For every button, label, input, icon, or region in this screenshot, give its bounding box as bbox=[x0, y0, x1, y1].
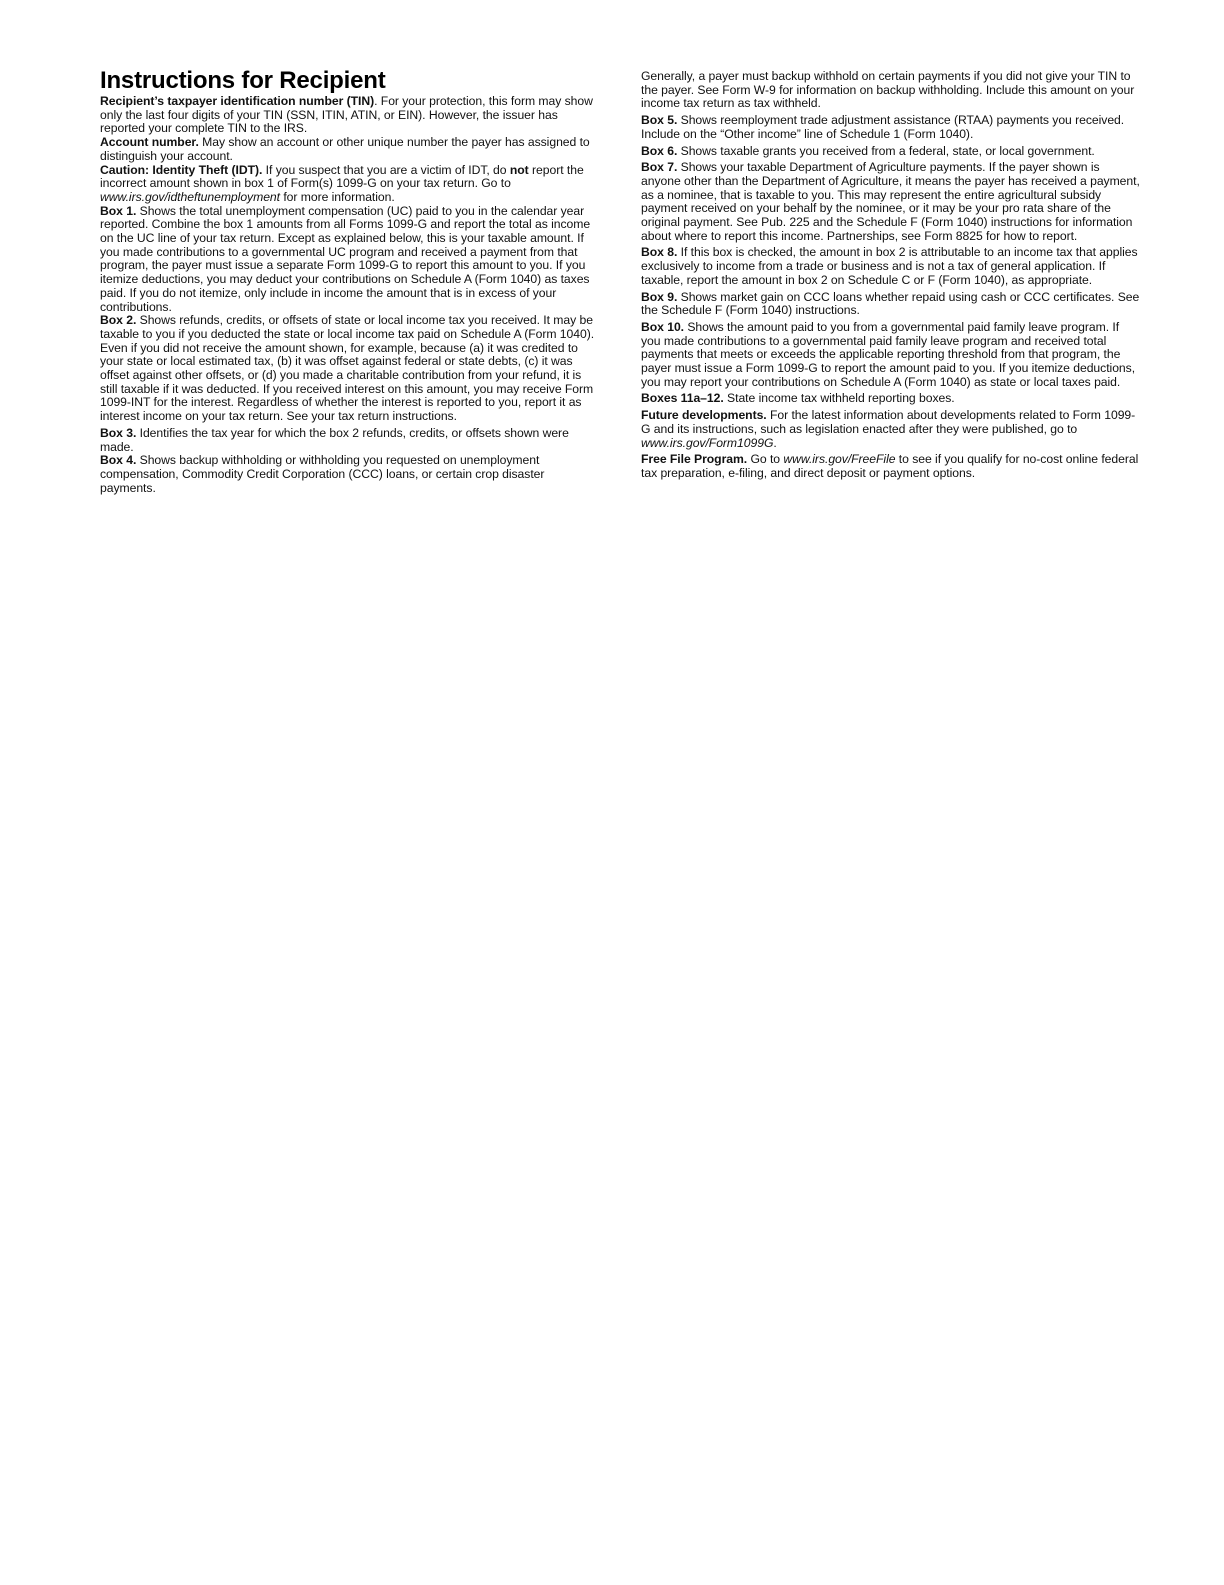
free-file-label: Free File Program. bbox=[641, 452, 748, 467]
account-paragraph bbox=[100, 136, 600, 163]
tin-text: . For your protection, this form may show only the last four digits of your TIN (SSN, ITIN, ATIN, or EIN). However, the issuer has reported your complete TIN to the IRS. bbox=[100, 94, 593, 136]
box2-text: Shows refunds, credits, or offsets of state or local income tax you received. It may be taxable to you if you deducted the state or local income tax paid on Schedule A (Form 1040). Even if you did not receive the amount shown, for example, because (a) it was credited to your state or local estimated tax, (b) it was offset against federal or state debts, (c) it was offset against other offsets, or (d) you made a charitable contribution from your refund, it is still taxable if it was deducted. If you received interest on this amount, you may receive Form 1099-INT for the interest. Regardless of whether the interest is reported to you, report it as interest income on your tax return. See your tax return instructions. bbox=[100, 313, 595, 424]
caution-text-1: If you suspect that you are a victim of IDT, do bbox=[262, 162, 510, 177]
idtheft-link: www.irs.gov/idtheftunemployment bbox=[100, 189, 280, 204]
box2-label: Box 2. bbox=[100, 313, 137, 328]
box4-text: Shows backup withholding or withholding you requested on unemployment compensation, Commodity Credit Corporation (CCC) loans, or certain crop disaster payments. bbox=[100, 453, 545, 495]
caution-label: Caution: Identity Theft (IDT). bbox=[100, 162, 263, 177]
tin-paragraph bbox=[100, 95, 600, 136]
account-text: May show an account or other unique number the payer has assigned to distinguish your account. bbox=[100, 135, 590, 163]
box4-label: Box 4. bbox=[100, 453, 137, 468]
future-developments-paragraph bbox=[641, 409, 1141, 450]
form1099g-link: www.irs.gov/Form1099G bbox=[641, 435, 774, 450]
caution-not: not bbox=[509, 162, 529, 177]
caution-text-2: report the incorrect amount shown in box 1 of Form(s) 1099-G on your tax return. Go to bbox=[100, 162, 584, 191]
boxes-11-12-label: Boxes 11a–12. bbox=[641, 391, 724, 406]
boxes-11-12-paragraph bbox=[641, 392, 1141, 406]
box6-label: Box 6. bbox=[641, 143, 678, 158]
box8-label: Box 8. bbox=[641, 245, 678, 260]
future-text-1: For the latest information about developments related to Form 1099-G and its instructions, such as legislation enacted after they were published, go to bbox=[641, 408, 1136, 436]
free-file-text-1: Go to bbox=[747, 452, 784, 467]
free-file-paragraph bbox=[641, 453, 1141, 480]
box1-label: Box 1. bbox=[100, 203, 137, 218]
box4-paragraph bbox=[100, 454, 600, 495]
box10-label: Box 10. bbox=[641, 319, 685, 334]
box3-paragraph bbox=[100, 427, 600, 454]
account-label: Account number. bbox=[100, 135, 199, 150]
box8-paragraph bbox=[641, 246, 1141, 287]
left-column bbox=[100, 68, 600, 495]
box6-paragraph bbox=[641, 145, 1141, 159]
page-title: Instructions for Recipient bbox=[100, 67, 386, 94]
box1-paragraph bbox=[100, 205, 600, 315]
box5-paragraph bbox=[641, 114, 1141, 141]
caution-text-3: for more information. bbox=[280, 189, 395, 204]
box3-label: Box 3. bbox=[100, 425, 137, 440]
box9-paragraph bbox=[641, 291, 1141, 318]
box1-text: Shows the total unemployment compensation (UC) paid to you in the calendar year reported. Combine the box 1 amounts from all Forms 1099-G and report the total as income on the UC line of your tax return. Except as explained below, this is your taxable amount. If you made contributions to a governmental UC program and received a payment from that program, the payer must issue a separate Form 1099-G to report this amount to you. If you itemize deductions, you may deduct your contributions on Schedule A (Form 1040) as taxes paid. If you do not itemize, only include in income the amount that is in excess of your contributions. bbox=[100, 203, 591, 314]
free-file-text-2: to see if you qualify for no-cost online federal tax preparation, e-filing, and direct deposit or payment options. bbox=[641, 452, 1139, 480]
box9-text: Shows market gain on CCC loans whether repaid using cash or CCC certificates. See the Schedule F (Form 1040) instructions. bbox=[641, 289, 1140, 318]
backup-withholding-paragraph: Generally, a payer must backup withhold on certain payments if you did not give your TIN to the payer. See Form W-9 for information on backup withholding. Include this amount on your income tax return as tax withheld. bbox=[641, 69, 1135, 111]
box2-paragraph bbox=[100, 314, 600, 424]
box7-label: Box 7. bbox=[641, 160, 678, 175]
future-text-2: . bbox=[773, 435, 777, 450]
box7-paragraph bbox=[641, 161, 1141, 243]
box7-text: Shows your taxable Department of Agriculture payments. If the payer shown is anyone other than the Department of Agriculture, it means the payer has received a payment, as a nominee, that is taxable to you. This may represent the entire agricultural subsidy payment received on your behalf by the nominee, or it may be your pro rata share of the original payment. See Pub. 225 and the Schedule F (Form 1040) instructions for information about where to report this income. Partnerships, see Form 8825 for how to report. bbox=[641, 160, 1140, 243]
caution-paragraph bbox=[100, 164, 600, 205]
boxes-11-12-text: State income tax withheld reporting boxes. bbox=[723, 391, 955, 406]
box9-label: Box 9. bbox=[641, 289, 678, 304]
box10-paragraph bbox=[641, 321, 1141, 390]
right-column bbox=[641, 70, 1141, 481]
box5-text: Shows reemployment trade adjustment assistance (RTAA) payments you received. Include on the “Other income” line of Schedule 1 (Form 1040). bbox=[641, 113, 1125, 141]
box6-text: Shows taxable grants you received from a federal, state, or local government. bbox=[677, 143, 1095, 158]
freefile-link: www.irs.gov/FreeFile bbox=[783, 452, 896, 467]
future-developments-label: Future developments. bbox=[641, 408, 767, 423]
box5-label: Box 5. bbox=[641, 113, 678, 128]
box8-text: If this box is checked, the amount in box 2 is attributable to an income tax that applies exclusively to income from a trade or business and is not a tax of general application. If taxable, report the amount in box 2 on Schedule C or F (Form 1040), as appropriate. bbox=[641, 245, 1138, 287]
box10-text: Shows the amount paid to you from a governmental paid family leave program. If you made contributions to a governmental paid family leave program and received total payments that meets or exceeds the applicable reporting threshold from that program, the payer must issue a Form 1099-G to report the amount paid to you. If you itemize deductions, you may report your contributions on Schedule A (Form 1040) as state or local taxes paid. bbox=[641, 319, 1136, 389]
tin-label: Recipient’s taxpayer identification number (TIN) bbox=[100, 94, 375, 108]
box3-text: Identifies the tax year for which the box 2 refunds, credits, or offsets shown were made. bbox=[100, 425, 569, 454]
